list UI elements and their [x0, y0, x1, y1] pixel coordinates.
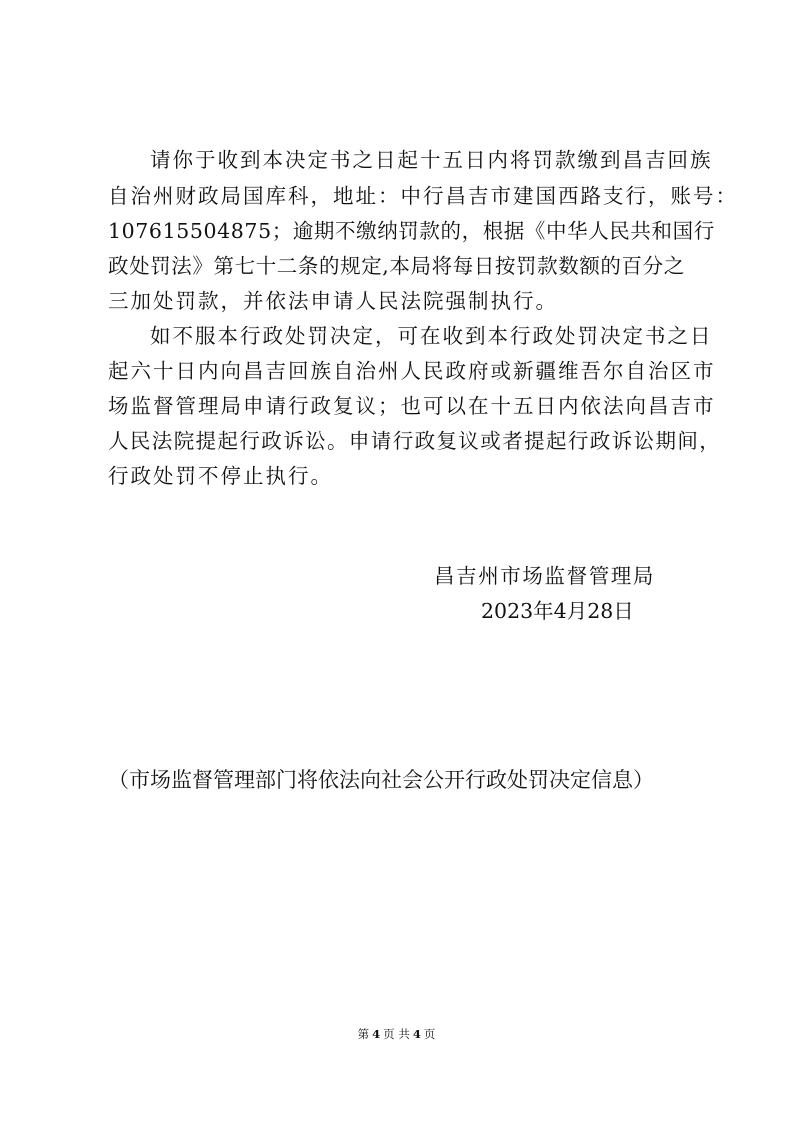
signature-date: 2023年4月28日	[481, 599, 634, 623]
paragraph2-line-1: 如不服本行政处罚决定，可在收到本行政处罚决定书之日	[150, 324, 713, 348]
paragraph2-line-3: 场监督管理局申请行政复议；也可以在十五日内依法向昌吉市	[108, 394, 716, 418]
paragraph1-line-3: 107615504875；逾期不缴纳罚款的，根据《中华人民共和国行	[108, 219, 715, 243]
footer-middle: 页 共	[383, 1027, 410, 1041]
footer-suffix: 页	[423, 1027, 436, 1041]
paragraph1-line-2: 自治州财政局国库科，地址：中行昌吉市建国西路支行，账号：	[108, 184, 738, 208]
paragraph2-line-4: 人民法院提起行政诉讼。申请行政复议或者提起行政诉讼期间，	[108, 429, 722, 453]
footer-page-number: 4	[372, 1027, 381, 1041]
paragraph1-line-1: 请你于收到本决定书之日起十五日内将罚款缴到昌吉回族	[150, 148, 713, 172]
signature-organization: 昌吉州市场监督管理局	[434, 564, 655, 588]
public-disclosure-notice: （市场监督管理部门将依法向社会公开行政处罚决定信息）	[108, 768, 654, 792]
paragraph1-line-4: 政处罚法》第七十二条的规定,本局将每日按罚款数额的百分之	[108, 254, 685, 278]
paragraph1-line-5: 三加处罚款，并依法申请人民法院强制执行。	[108, 289, 558, 313]
footer-prefix: 第	[357, 1027, 370, 1041]
page-footer	[0, 1029, 793, 1041]
paragraph2-line-5: 行政处罚不停止执行。	[108, 464, 333, 488]
footer-total-pages: 4	[412, 1027, 421, 1041]
paragraph2-line-2: 起六十日内向昌吉回族自治州人民政府或新疆维吾尔自治区市	[108, 359, 716, 383]
